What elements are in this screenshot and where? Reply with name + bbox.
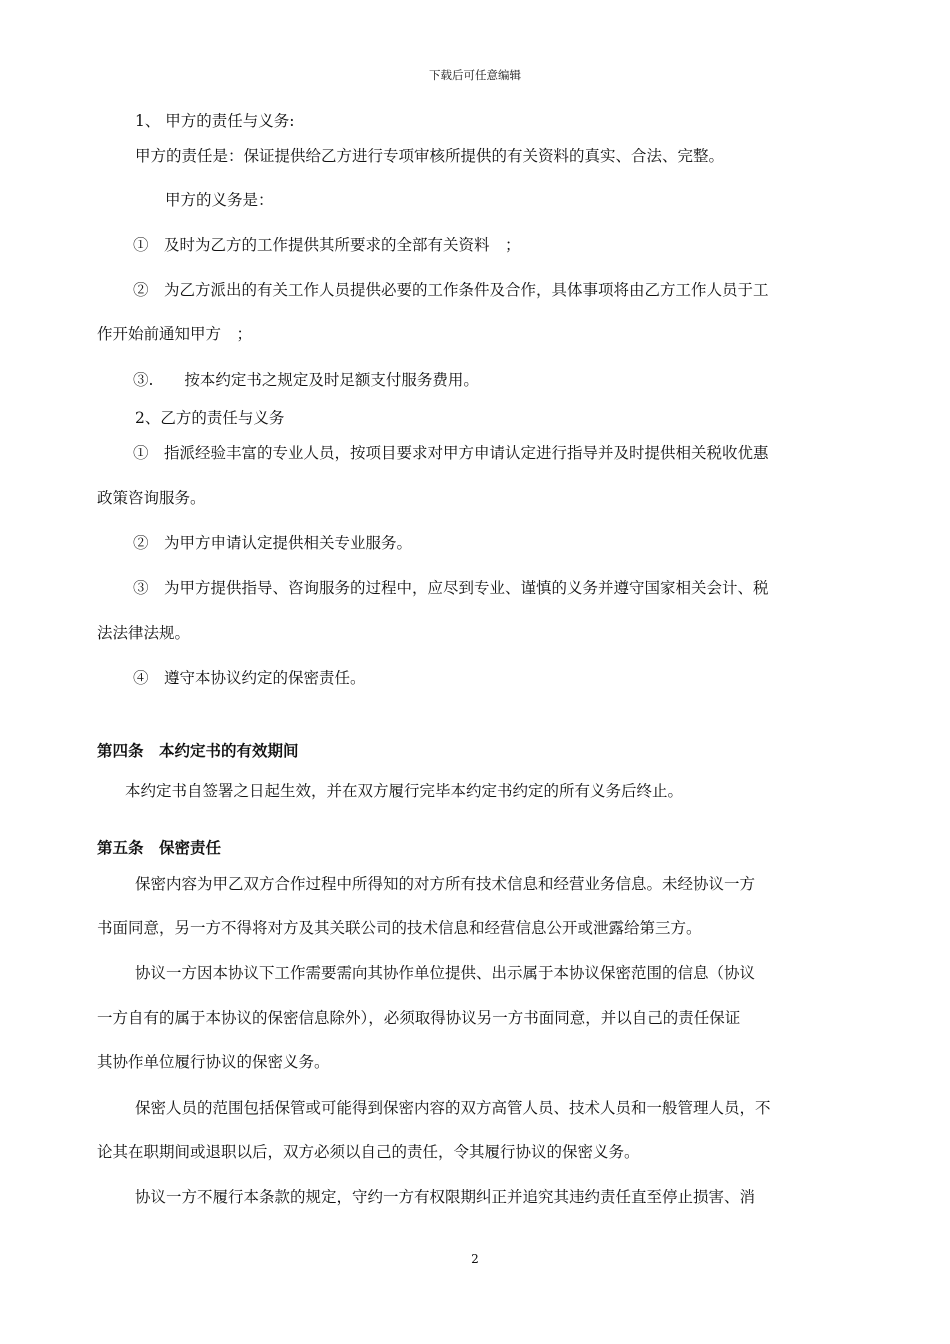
party-a-responsibility: 甲方的责任是：保证提供给乙方进行专项审核所提供的有关资料的真实、合法、完整。 <box>135 147 725 165</box>
party-a-duty-2-line2: 作开始前通知甲方 ； <box>97 325 253 343</box>
article-5-para-3-line2: 论其在职期间或退职以后，双方必须以自己的责任，令其履行协议的保密义务。 <box>97 1143 640 1161</box>
party-b-duty-2: ② 为甲方申请认定提供相关专业服务。 <box>133 534 413 552</box>
article-4-heading: 第四条 本约定书的有效期间 <box>97 741 299 760</box>
page-number: 2 <box>471 1252 479 1266</box>
party-a-duties-title: 甲方的义务是： <box>165 191 274 209</box>
article-5-heading: 第五条 保密责任 <box>97 838 222 857</box>
party-b-duty-3-line2: 法法律法规。 <box>97 624 191 642</box>
party-b-duty-1-line1: ① 指派经验丰富的专业人员，按项目要求对甲方申请认定进行指导并及时提供相关税收优惠 <box>133 444 769 462</box>
section-2-title: 2、乙方的责任与义务 <box>135 409 285 427</box>
party-b-duty-4: ④ 遵守本协议约定的保密责任。 <box>133 669 366 687</box>
party-a-duty-1: ① 及时为乙方的工作提供其所要求的全部有关资料 ； <box>133 236 521 254</box>
article-5-para-1-line2: 书面同意，另一方不得将对方及其关联公司的技术信息和经营信息公开或泄露给第三方。 <box>97 919 702 937</box>
article-4-text: 本约定书自签署之日起生效，并在双方履行完毕本约定书约定的所有义务后终止。 <box>125 782 684 800</box>
party-a-duty-2-line1: ② 为乙方派出的有关工作人员提供必要的工作条件及合作，具体事项将由乙方工作人员于工 <box>133 281 769 299</box>
article-5-para-4-line1: 协议一方不履行本条款的规定，守约一方有权限期纠正并追究其违约责任直至停止损害、消 <box>135 1188 756 1206</box>
section-1-title: 1、 甲方的责任与义务: <box>135 112 295 130</box>
party-a-duty-3: ③. 按本约定书之规定及时足额支付服务费用。 <box>133 371 479 389</box>
party-b-duty-1-line2: 政策咨询服务。 <box>97 489 206 507</box>
article-5-para-2-line1: 协议一方因本协议下工作需要需向其协作单位提供、出示属于本协议保密范围的信息（协议 <box>135 964 756 982</box>
party-b-duty-3-line1: ③ 为甲方提供指导、咨询服务的过程中，应尽到专业、谨慎的义务并遵守国家相关会计、税 <box>133 579 769 597</box>
article-5-para-1-line1: 保密内容为甲乙双方合作过程中所得知的对方所有技术信息和经营业务信息。未经协议一方 <box>135 875 756 893</box>
page-header: 下载后可任意编辑 <box>429 68 521 82</box>
article-5-para-2-line2: 一方自有的属于本协议的保密信息除外），必须取得协议另一方书面同意，并以自己的责任保证 <box>97 1009 741 1027</box>
article-5-para-2-line3: 其协作单位履行协议的保密义务。 <box>97 1053 330 1071</box>
article-5-para-3-line1: 保密人员的范围包括保管或可能得到保密内容的双方高管人员、技术人员和一般管理人员，不 <box>135 1099 771 1117</box>
